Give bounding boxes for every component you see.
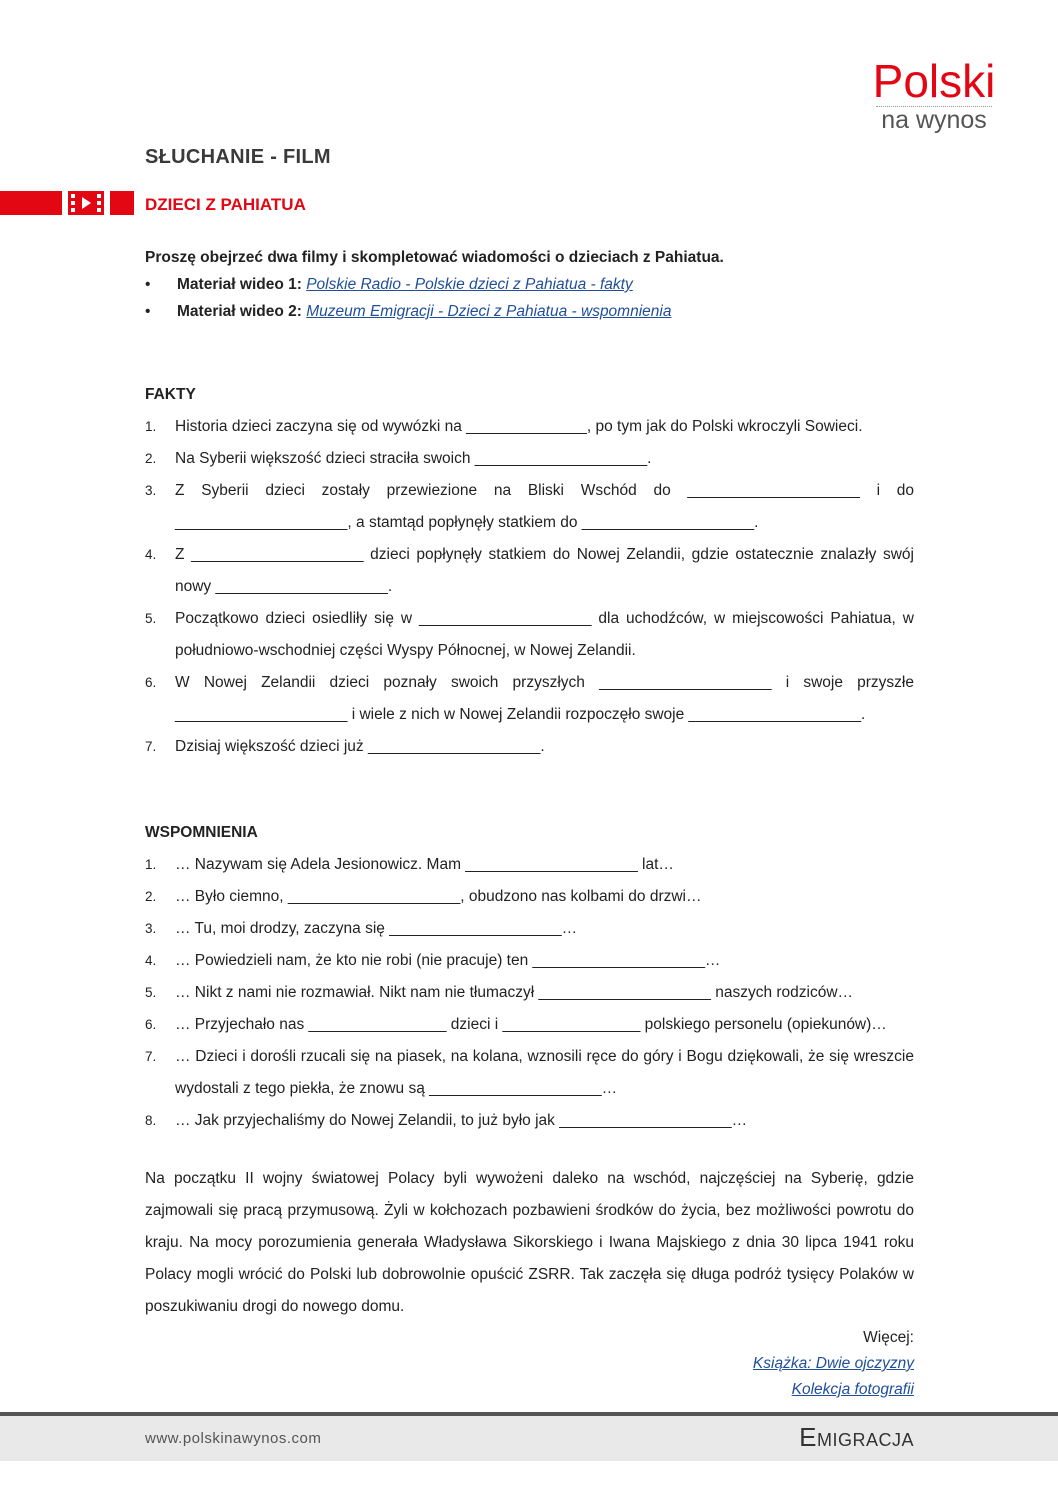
memories-item: [145, 977, 914, 1009]
instruction-text: Proszę obejrzeć dwa filmy i skompletować wiadomości o dzieciach z Pahiatua.: [145, 249, 724, 266]
memories-item: [145, 913, 914, 945]
facts-item: [145, 539, 914, 603]
item-number: 4.: [145, 547, 157, 562]
memories-item: [145, 1041, 914, 1105]
accent-band-small: [110, 191, 134, 215]
item-number: 1.: [145, 419, 157, 434]
logo-sub-text: na wynos: [881, 106, 987, 134]
bullet-icon: •: [145, 303, 151, 320]
item-number: 5.: [145, 985, 157, 1000]
item-number: 8.: [145, 1113, 157, 1128]
item-number: 1.: [145, 857, 157, 872]
film-icon: [68, 191, 104, 215]
facts-heading: FAKTY: [145, 386, 196, 403]
more-link-row: [145, 1377, 914, 1403]
logo-main-text: Polski: [872, 55, 996, 107]
item-text: … Nazywam się Adela Jesionowicz. Mam ____________________ lat…: [175, 856, 674, 873]
footer-category: Emigracja: [799, 1422, 914, 1452]
item-text: … Nikt z nami nie rozmawiał. Nikt nam nie tłumaczył ____________________ naszych rodziców…: [175, 984, 854, 1001]
facts-item: [145, 667, 914, 731]
facts-item: [145, 731, 914, 763]
accent-band: [0, 191, 62, 215]
item-number: 2.: [145, 889, 157, 904]
item-number: 2.: [145, 451, 157, 466]
worksheet-subtitle: DZIECI Z PAHIATUA: [145, 195, 306, 214]
footer-website-link[interactable]: www.polskinawynos.com: [145, 1430, 322, 1447]
item-text: … Było ciemno, ____________________, obudzono nas kolbami do drzwi…: [175, 888, 702, 905]
photo-collection-link[interactable]: Kolekcja fotografii: [791, 1381, 914, 1398]
item-text: Z ____________________ dzieci popłynęły statkiem do Nowej Zelandii, gdzie ostatecznie znalazły swój nowy ____________________.: [175, 546, 914, 595]
facts-item: [145, 443, 914, 475]
memories-item: [145, 849, 914, 881]
item-number: 4.: [145, 953, 157, 968]
item-text: … Jak przyjechaliśmy do Nowej Zelandii, to już było jak ____________________…: [175, 1112, 748, 1129]
item-number: 3.: [145, 921, 157, 936]
item-text: Historia dzieci zaczyna się od wywózki na ______________, po tym jak do Polski wkroczyli Sowieci.: [175, 418, 863, 435]
bullet-icon: •: [145, 276, 151, 293]
memories-item: [145, 945, 914, 977]
facts-item: [145, 603, 914, 667]
item-number: 7.: [145, 739, 157, 754]
memories-item: [145, 1105, 914, 1137]
item-text: Dzisiaj większość dzieci już ____________________.: [175, 738, 545, 755]
item-text: … Powiedzieli nam, że kto nie robi (nie pracuje) ten ____________________…: [175, 952, 721, 969]
material-label: Materiał wideo 1:: [177, 276, 302, 293]
item-text: Z Syberii dzieci zostały przewiezione na Bliski Wschód do ____________________ i do ____________________, a stamtąd popłynęły statkiem do ____________________.: [175, 482, 914, 531]
item-number: 3.: [145, 483, 157, 498]
item-number: 6.: [145, 675, 157, 690]
item-number: 6.: [145, 1017, 157, 1032]
item-text: … Przyjechało nas ________________ dzieci i ________________ polskiego personelu (opiekunów)…: [175, 1016, 887, 1033]
material-label: Materiał wideo 2:: [177, 303, 302, 320]
worksheet-content: [145, 244, 914, 1403]
item-number: 5.: [145, 611, 157, 626]
facts-item: [145, 475, 914, 539]
section-title: SŁUCHANIE - FILM: [145, 146, 331, 168]
book-link[interactable]: Książka: Dwie ojczyzny: [752, 1355, 914, 1372]
item-text: Początkowo dzieci osiedliły się w ____________________ dla uchodźców, w miejscowości Pahiatua, w południowo-wschodniej części Wyspy Północnej, w Nowej Zelandii.: [175, 610, 914, 659]
memories-item: [145, 1009, 914, 1041]
material-item: [145, 298, 914, 325]
context-paragraph: Na początku II wojny światowej Polacy byli wywożeni daleko na wschód, najczęściej na Syberię, gdzie zajmowali się pracą przymusową. Żyli w kołchozach pozbawieni środków do życia, bez możliwości powrotu do kraju. Na mocy porozumienia generała Władysława Sikorskiego i Iwana Majskiego z dnia 30 lipca 1941 roku Polacy mogli wrócić do Polski lub dobrowolnie opuścić ZSRR. Tak zaczęła się długa podróż tysięcy Polaków w poszukiwaniu drogi do nowego domu.: [145, 1170, 914, 1315]
facts-item: [145, 411, 914, 443]
video-link-2[interactable]: Muzeum Emigracji - Dzieci z Pahiatua - wspomnienia: [306, 303, 672, 320]
item-text: … Dzieci i dorośli rzucali się na piasek, na kolana, wznosili ręce do góry i Bogu dziękowali, że się wreszcie wydostali z tego piekła, że znowu są ____________________…: [175, 1048, 914, 1097]
item-text: … Tu, moi drodzy, zaczyna się ____________________…: [175, 920, 578, 937]
brand-logo: [870, 55, 998, 134]
item-number: 7.: [145, 1049, 157, 1064]
more-link-row: [145, 1351, 914, 1377]
memories-heading: WSPOMNIENIA: [145, 824, 258, 841]
item-text: W Nowej Zelandii dzieci poznały swoich przyszłych ____________________ i swoje przyszłe ____________________ i wiele z nich w Nowej Zelandii rozpoczęło swoje ____________________.: [175, 674, 914, 723]
item-text: Na Syberii większość dzieci straciła swoich ____________________.: [175, 450, 652, 467]
more-label: Więcej:: [863, 1329, 914, 1346]
video-link-1[interactable]: Polskie Radio - Polskie dzieci z Pahiatua - fakty: [306, 276, 633, 293]
material-item: [145, 271, 914, 298]
memories-item: [145, 881, 914, 913]
